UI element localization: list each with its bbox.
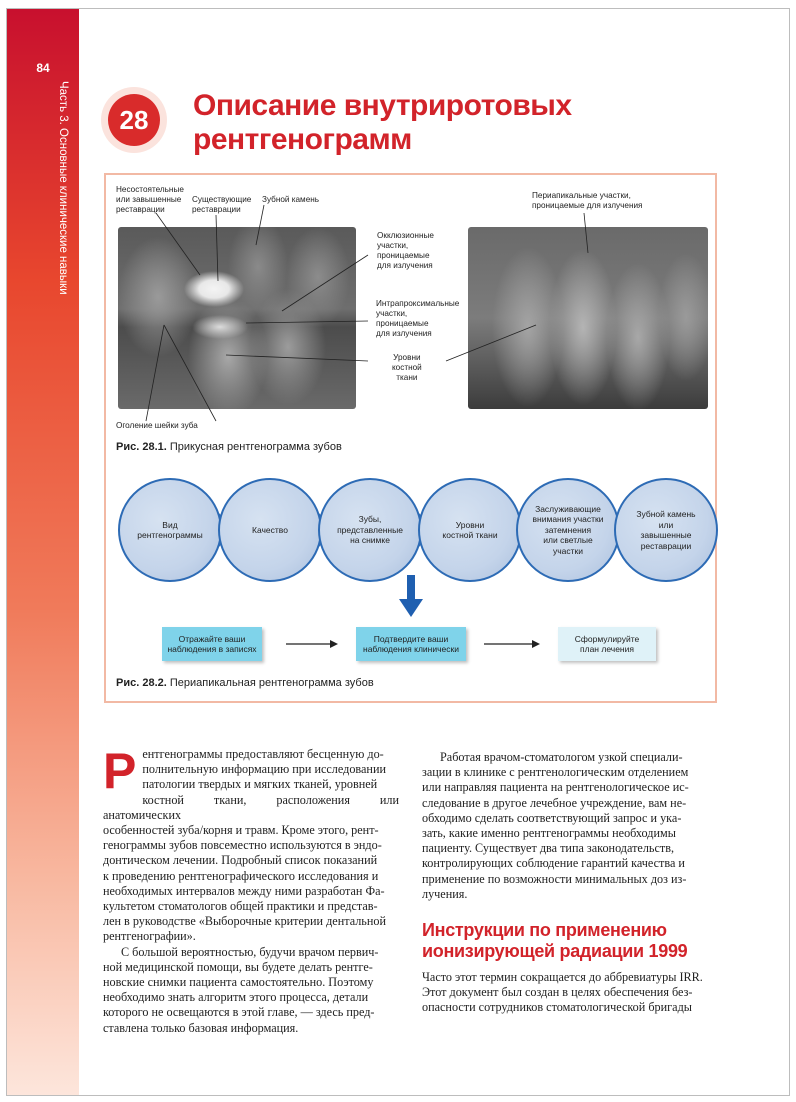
body-left-column: [103, 743, 399, 1036]
paragraph-2: С большой вероятностью, будучи врачом первич- ной медицинской помощи, вы будете делать рентге- новские снимки пациента самостоятельно. Поэтому необходимо знать алгоритм этого процесса, детали которого не освещаются в этой главе, — здесь пред- ставлена только базовая информация.: [103, 944, 379, 1035]
bitewing-radiograph-image: [118, 227, 356, 409]
label-existing-restorations: Существующие реставрации: [192, 195, 252, 214]
chapter-number-badge: [101, 87, 167, 153]
figure-panel: [104, 173, 717, 703]
right-arrow-icon: [484, 640, 540, 648]
drop-cap: Р: [103, 743, 137, 799]
part-title-vertical: Часть 3. Основные клинические навыки: [57, 81, 69, 295]
figure-1-caption-text: Прикусная рентгенограмма зубов: [166, 441, 342, 453]
figure-2-caption: [116, 677, 374, 689]
flow-step-quality: Качество: [218, 478, 322, 582]
title-line-2: рентгенограмм: [193, 123, 412, 156]
flow-step-film-type: Вид рентгенограммы: [118, 478, 222, 582]
title-line-1: Описание внутриротовых: [193, 89, 572, 122]
action-record-findings: Отражайте ваши наблюдения в записях: [162, 627, 262, 661]
figure-2-caption-number: Рис. 28.2.: [116, 677, 167, 689]
flow-step-calculus-restorations: Зубной камень или завышенные реставрации: [614, 478, 718, 582]
action-treatment-plan: Сформулируйте план лечения: [558, 627, 656, 661]
page: [6, 8, 790, 1096]
label-interproximal-areas: Интрапроксимальные участки, проницаемые для излучения: [376, 299, 460, 338]
figure-2-caption-text: Периапикальная рентгенограмма зубов: [166, 677, 374, 689]
chapter-number: 28: [108, 94, 160, 146]
page-title: [193, 89, 572, 157]
label-cervical-exposure: Оголение шейки зуба: [116, 421, 198, 430]
right-arrow-icon: [286, 640, 338, 648]
label-bad-restorations: Несостоятельные или завышенные реставрации: [116, 185, 184, 214]
section-body: Часто этот термин сокращается до аббревиатуры IRR. Этот документ был создан в целях обеспечения без- опасности сотрудников стоматологической бригады: [422, 970, 703, 1015]
paragraph-1: ентгенограммы предоставляют бесценную до- полнительную информацию при исследовании патологии твердых и мягких тканей, уровней костной ткани, расположения или анатомических особенностей зуба/корня и травм. Кроме этого, рент- генограммы зубов повсеместно используются в эндо- донтическом лечении. Подробный список показаний к проведению рентгенографического исследования и необходимых интервалов между ними разработан Фа- культетом стоматологов общей практики и представ- лен в руководстве «Выборочные критерии дентальной рентгенографии».: [103, 747, 399, 944]
section-heading: Инструкции по применению ионизирующей радиации 1999: [422, 920, 688, 961]
paragraph-3: Работая врачом-стоматологом узкой специали- зации в клинике с рентгенологическим отделением или направляя пациента на рентгенологическое ис- следование в другое лечебное учреждение, вам не- обходимо сделать соответствующий запрос и ука- зать, какие именно рентгенограммы необходимы пациенту. Существует два типа законодательств, контролирующих соблюдение гарантий качества и применение по возможности минимальных доз из- лучения.: [422, 750, 689, 901]
label-bone-levels: Уровни костной ткани: [392, 353, 422, 382]
page-number: 84: [36, 61, 50, 75]
flow-step-teeth-shown: Зубы, представленные на снимке: [318, 478, 422, 582]
body-right-column: [422, 750, 718, 902]
periapical-radiograph-image: [468, 227, 708, 409]
flow-step-notable-areas: Заслуживающие внимания участки затемнения или светлые участки: [516, 478, 620, 582]
label-occlusal-areas: Окклюзионные участки, проницаемые для излучения: [377, 231, 434, 270]
action-confirm-clinically: Подтвердите ваши наблюдения клинически: [356, 627, 466, 661]
figure-1-caption-number: Рис. 28.1.: [116, 441, 167, 453]
figure-1-caption: [116, 441, 342, 453]
chapter-side-bar: [7, 9, 79, 1096]
flow-step-bone-levels: Уровни костной ткани: [418, 478, 522, 582]
down-arrow-icon: [399, 575, 423, 619]
label-calculus: Зубной камень: [262, 195, 320, 204]
label-periapical-areas: Периапикальные участки, проницаемые для излучения: [532, 191, 643, 210]
